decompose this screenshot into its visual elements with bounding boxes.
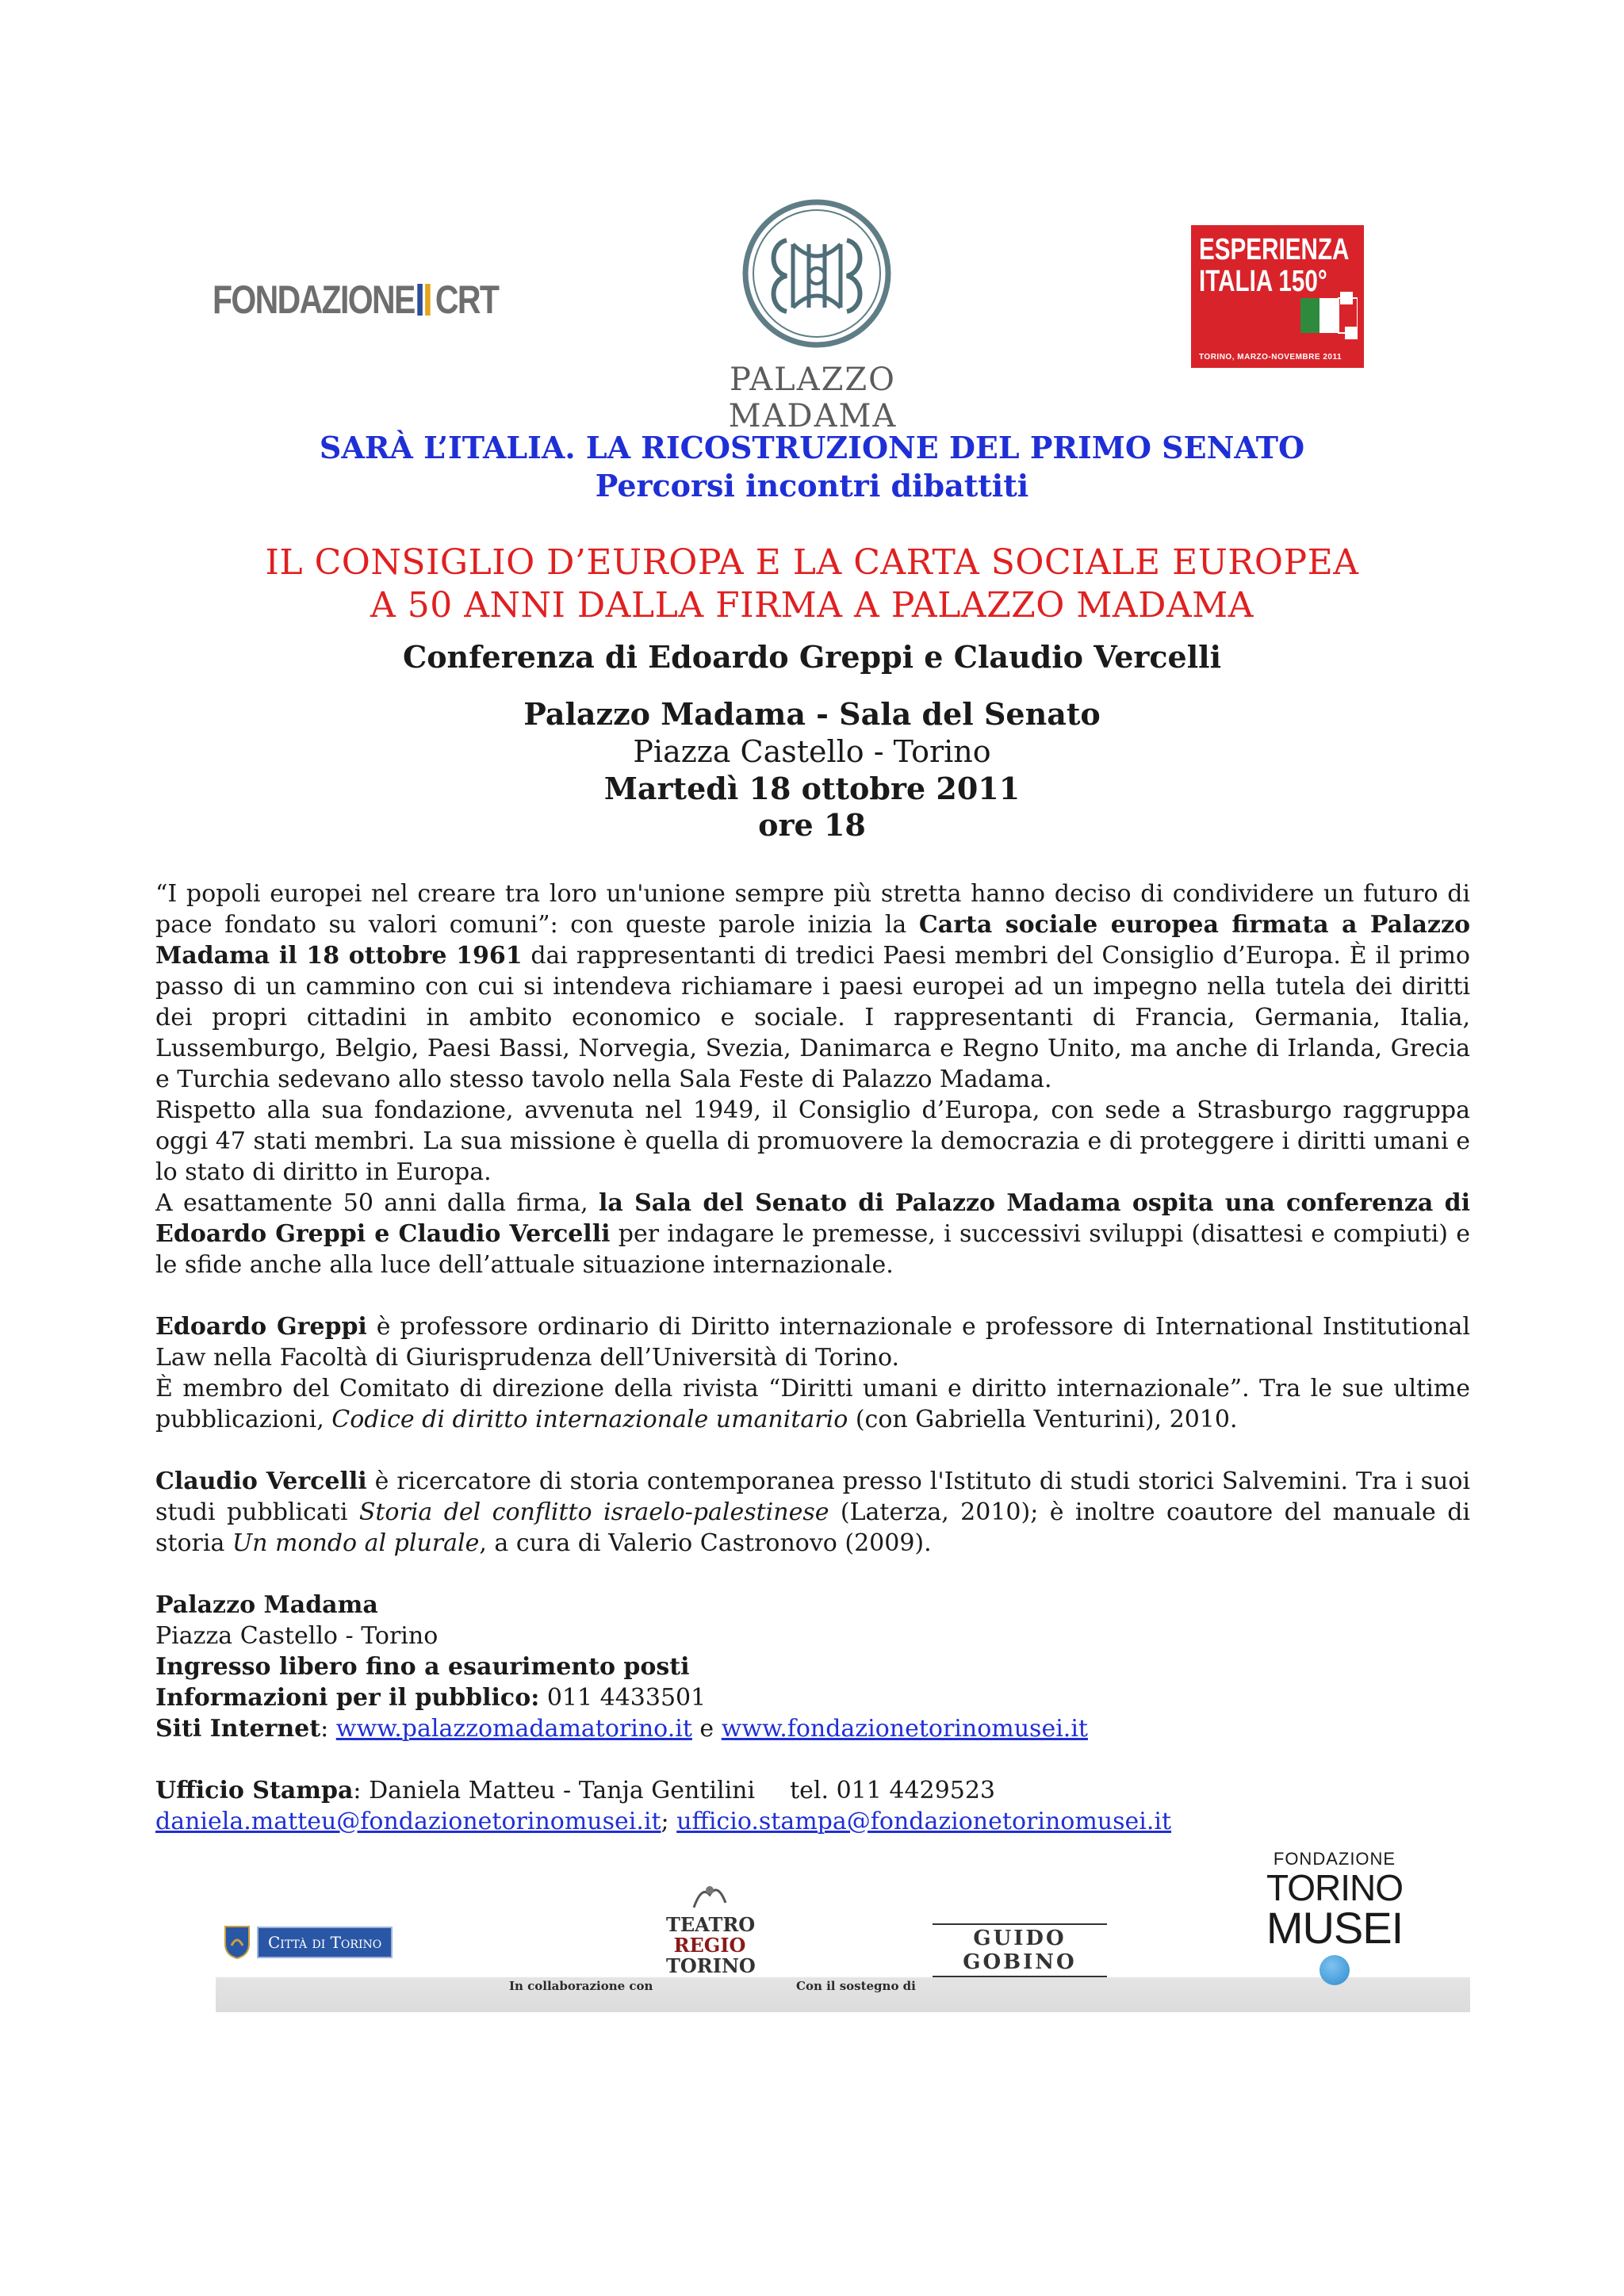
collaboration-caption: In collaborazione con (509, 1979, 653, 1993)
paragraph-vercelli-bio: Claudio Vercelli è ricercatore di storia contemporanea presso l'Istituto di studi storici Salvemini. Tra i suoi studi pubblicati Storia del conflitto israelo-palestinese (Laterza, 2010); è inoltre coautore del manuale di storia Un mondo al plurale, a cura di Valerio Castronovo (2009). (155, 1468, 1470, 1557)
fondazione-crt-logo (213, 276, 498, 323)
paragraph-greppi-bio: Edoardo Greppi è professore ordinario di Diritto internazionale e professore di International Institutional Law nella Facoltà di Giurisprudenza dell’Università di Torino. (155, 1313, 1470, 1372)
series-title: SARÀ L’ITALIA. LA RICOSTRUZIONE DEL PRIMO SENATO (319, 430, 1305, 465)
ftm-line-2: TORINO (1266, 1867, 1404, 1908)
paragraph-council: Rispetto alla sua fondazione, avvenuta nel 1949, il Consiglio d’Europa, con sede a Strasburgo raggruppa oggi 47 stati membri. La sua missione è quella di promuovere la democrazia e di proteggere i diritti umani e lo stato di diritto in Europa. (155, 1096, 1470, 1186)
venue-address: Piazza Castello - Torino (633, 734, 991, 769)
fondazione-torino-musei-logo (1243, 1849, 1426, 1985)
palazzo-madama-wordmark: PALAZZO MADAMA (728, 362, 898, 434)
teatro-regio-logo (666, 1879, 756, 1977)
citta-di-torino-label: Città di Torino (257, 1927, 393, 1958)
paragraph-charter: “I popoli europei nel creare tra loro un'unione sempre più stretta hanno deciso di condividere un futuro di pace fondato su valori comuni”: con queste parole inizia la Carta sociale europea firmata a Palazzo Madama il 18 ottobre 1961 dai rappresentanti di tredici Paesi membri del Consiglio d’Europa. È il primo passo di un cammino con cui si intendeva richiamare i paesi europei ad un impegno nella tutela dei diritti dei propri cittadini in ambito economico e sociale. I rappresentanti di Francia, Germania, Italia, Lussemburgo, Belgio, Paesi Bassi, Norvegia, Svezia, Danimarca e Regno Unito, ma anche di Irlanda, Grecia e Turchia sedevano allo stesso tavolo nella Sala Feste di Palazzo Madama. (155, 880, 1471, 1093)
crt-logo-mark (417, 284, 433, 316)
teatro-regio-emblem-icon (686, 1879, 733, 1911)
esperienza-line-2: ITALIA 150° (1199, 265, 1327, 298)
info-sites: Siti Internet: www.palazzomadamatorino.it e www.fondazionetorinomusei.it (155, 1715, 1088, 1743)
venue: Palazzo Madama - Sala del Senato (523, 696, 1101, 732)
italian-flag-icon (1300, 292, 1358, 339)
esperienza-line-1: ESPERIENZA (1199, 233, 1350, 266)
palazzo-madama-emblem (737, 197, 896, 351)
teatro-line-1: TEATRO (666, 1913, 756, 1936)
link-fondazione-torino-musei[interactable]: www.fondazionetorinomusei.it (721, 1715, 1088, 1743)
ftm-line-3: MUSEI (1266, 1903, 1404, 1953)
link-palazzo-madama[interactable]: www.palazzomadamatorino.it (335, 1715, 692, 1743)
body-text (155, 878, 1470, 1837)
teatro-line-3: TORINO (666, 1954, 756, 1977)
event-title-line-1: IL CONSIGLIO D’EUROPA E LA CARTA SOCIALE EUROPEA (265, 542, 1359, 583)
press-emails: daniela.matteu@fondazionetorinomusei.it; ufficio.stampa@fondazionetorinomusei.it (155, 1808, 1172, 1835)
press-office: Ufficio Stampa: Daniela Matteu - Tanja Gentilini tel. 011 4429523 (155, 1777, 995, 1804)
series-subtitle: Percorsi incontri dibattiti (595, 468, 1029, 503)
torino-shield-icon (224, 1925, 251, 1960)
citta-di-torino-logo (224, 1925, 393, 1960)
paragraph-greppi-pubs: È membro del Comitato di direzione della rivista “Diritti umani e diritto internazionale”. Tra le sue ultime pubblicazioni, Codice di diritto internazionale umanitario (con Gabriella Venturini), 2010. (155, 1375, 1470, 1433)
info-public: Informazioni per il pubblico: 011 4433501 (155, 1684, 707, 1712)
crt-logo-text-left: FONDAZIONE (213, 277, 415, 322)
email-ufficio-stampa[interactable]: ufficio.stampa@fondazionetorinomusei.it (676, 1808, 1172, 1835)
email-daniela-matteu[interactable]: daniela.matteu@fondazionetorinomusei.it (155, 1808, 661, 1835)
event-title-line-2: A 50 ANNI DALLA FIRMA A PALAZZO MADAMA (370, 585, 1254, 626)
info-place: Palazzo Madama (155, 1591, 378, 1619)
info-entry: Ingresso libero fino a esaurimento posti (155, 1653, 690, 1681)
event-time: ore 18 (758, 807, 866, 843)
paragraph-conference: A esattamente 50 anni dalla firma, la Sala del Senato di Palazzo Madama ospita una conferenza di Edoardo Greppi e Claudio Vercelli per indagare le premesse, i successivi sviluppi (disattesi e compiuti) e le sfide anche alla luce dell’attuale situazione internazionale. (155, 1189, 1470, 1279)
crt-logo-text-right: CRT (435, 277, 499, 322)
guido-gobino-logo: GUIDO GOBINO (933, 1923, 1107, 1977)
esperienza-italia-150-logo (1191, 225, 1364, 368)
event-date: Martedì 18 ottobre 2011 (603, 771, 1021, 806)
conference-speakers: Conferenza di Edoardo Greppi e Claudio Vercelli (402, 639, 1222, 675)
sponsor-caption: Con il sostegno di (796, 1979, 916, 1993)
ftm-line-1: FONDAZIONE (1273, 1849, 1396, 1869)
info-address: Piazza Castello - Torino (155, 1622, 439, 1650)
esperienza-footnote: TORINO, MARZO-NOVEMBRE 2011 (1199, 353, 1342, 362)
teatro-line-2: REGIO (673, 1934, 746, 1957)
ftm-blue-dot-icon (1320, 1955, 1350, 1985)
